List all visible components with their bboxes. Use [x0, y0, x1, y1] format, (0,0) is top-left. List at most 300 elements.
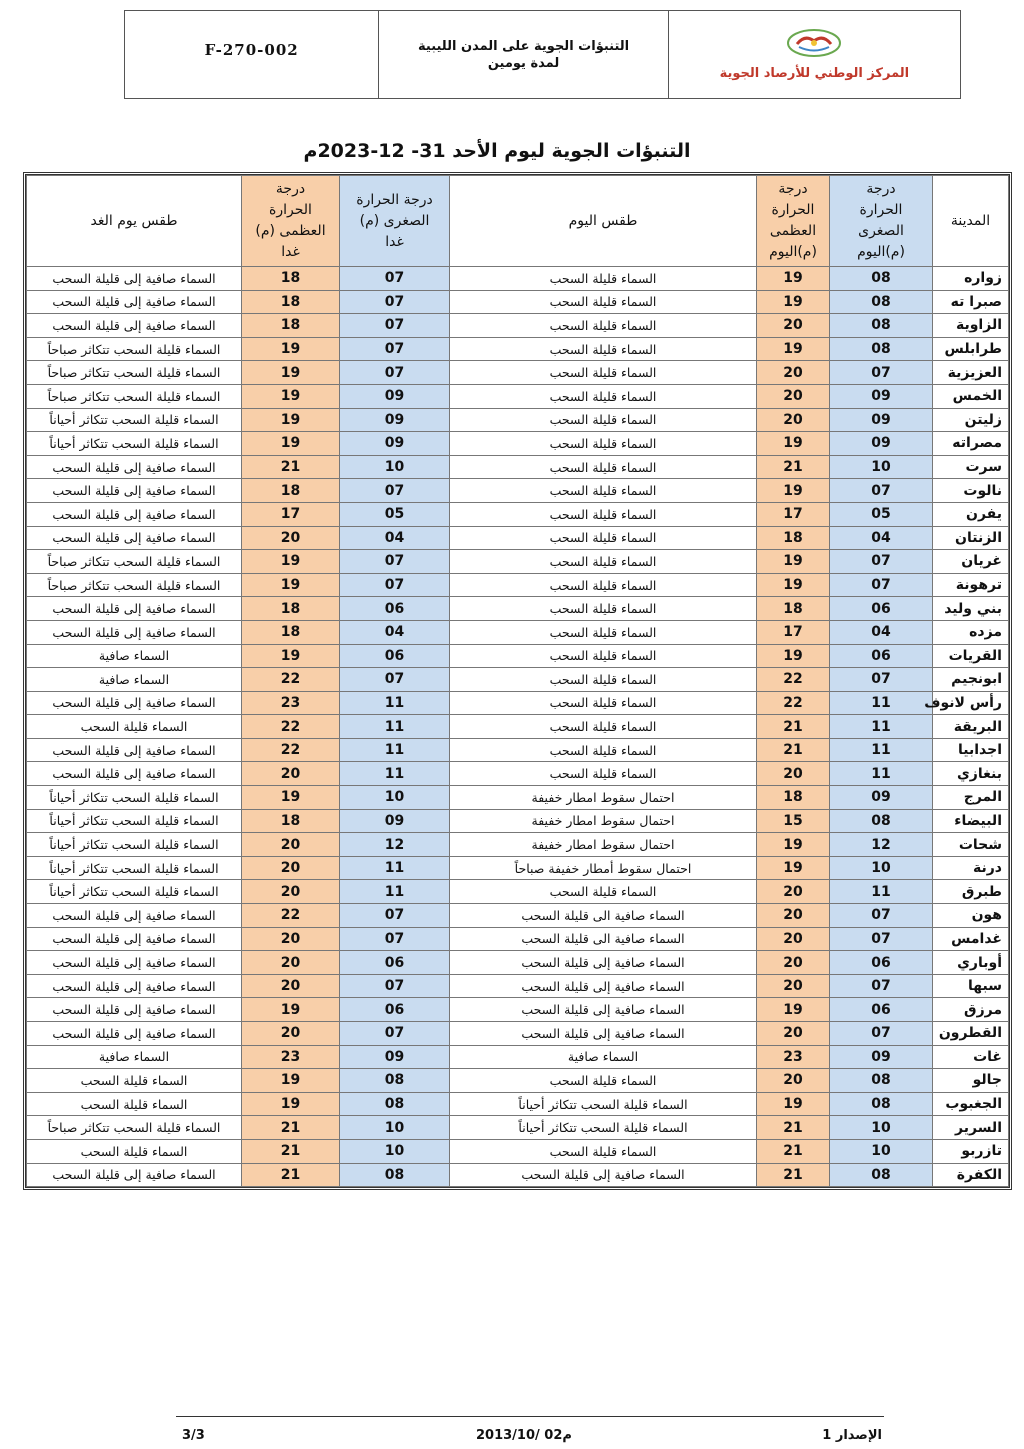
organization-block: [669, 11, 960, 98]
row-city: الجغبوب: [933, 1092, 1009, 1116]
table-row: [27, 951, 1009, 975]
row-weather-tomorrow: السماء قليلة السحب تتكاثر صباحاً: [27, 337, 242, 361]
page-number: 3/3: [182, 1428, 205, 1443]
row-weather-today: السماء قليلة السحب: [450, 337, 757, 361]
row-city: بني وليد: [933, 597, 1009, 621]
row-tmax-today: 22: [757, 668, 830, 692]
row-tmin-today: 04: [830, 620, 933, 644]
row-city: الزنتان: [933, 526, 1009, 550]
row-weather-tomorrow: السماء قليلة السحب تتكاثر أحياناً: [27, 786, 242, 810]
row-tmax-tomorrow: 22: [242, 904, 340, 928]
forecast-rows: [27, 267, 1009, 1187]
row-weather-today: السماء صافية الى قليلة السحب: [450, 927, 757, 951]
col-tmin-tomorrow-header: درجة الحرارة الصغرى (م) غدا: [340, 176, 450, 267]
row-tmax-today: 19: [757, 337, 830, 361]
row-weather-today: السماء صافية إلى قليلة السحب: [450, 998, 757, 1022]
row-tmin-tomorrow: 08: [340, 1163, 450, 1187]
row-weather-today: السماء قليلة السحب: [450, 573, 757, 597]
row-tmin-today: 08: [830, 290, 933, 314]
row-tmin-tomorrow: 11: [340, 856, 450, 880]
row-city: طبرق: [933, 880, 1009, 904]
row-tmax-tomorrow: 18: [242, 314, 340, 338]
table-row: [27, 384, 1009, 408]
row-tmax-today: 19: [757, 290, 830, 314]
row-tmax-today: 19: [757, 573, 830, 597]
row-tmin-today: 04: [830, 526, 933, 550]
row-tmax-today: 22: [757, 691, 830, 715]
row-tmax-tomorrow: 23: [242, 691, 340, 715]
row-tmin-today: 06: [830, 951, 933, 975]
row-weather-tomorrow: السماء صافية إلى قليلة السحب: [27, 620, 242, 644]
row-tmin-tomorrow: 11: [340, 715, 450, 739]
organization-name: المركز الوطني للأرصاد الجوية: [719, 66, 910, 81]
row-tmax-tomorrow: 19: [242, 337, 340, 361]
row-weather-tomorrow: السماء قليلة السحب تتكاثر صباحاً: [27, 550, 242, 574]
row-tmax-tomorrow: 19: [242, 1092, 340, 1116]
row-tmax-tomorrow: 19: [242, 786, 340, 810]
document-footer: [176, 1416, 884, 1447]
row-tmin-tomorrow: 07: [340, 267, 450, 291]
table-row: [27, 715, 1009, 739]
row-weather-tomorrow: السماء صافية إلى قليلة السحب: [27, 998, 242, 1022]
row-weather-today: السماء صافية إلى قليلة السحب: [450, 1163, 757, 1187]
row-city: السرير: [933, 1116, 1009, 1140]
table-row: [27, 1163, 1009, 1187]
row-tmin-tomorrow: 07: [340, 573, 450, 597]
row-city: البريقة: [933, 715, 1009, 739]
row-tmax-today: 17: [757, 502, 830, 526]
row-weather-today: السماء قليلة السحب: [450, 668, 757, 692]
row-tmin-today: 11: [830, 762, 933, 786]
row-weather-today: السماء قليلة السحب: [450, 432, 757, 456]
table-row: [27, 502, 1009, 526]
row-tmax-today: 21: [757, 455, 830, 479]
row-tmax-tomorrow: 20: [242, 880, 340, 904]
row-weather-today: السماء قليلة السحب: [450, 502, 757, 526]
row-tmax-today: 19: [757, 833, 830, 857]
row-tmin-today: 10: [830, 455, 933, 479]
row-weather-tomorrow: السماء صافية إلى قليلة السحب: [27, 927, 242, 951]
row-tmax-today: 20: [757, 314, 830, 338]
table-row: [27, 1022, 1009, 1046]
row-tmax-tomorrow: 23: [242, 1045, 340, 1069]
row-tmax-today: 20: [757, 880, 830, 904]
row-weather-tomorrow: السماء قليلة السحب: [27, 1069, 242, 1093]
row-tmax-today: 20: [757, 1069, 830, 1093]
row-weather-today: السماء قليلة السحب: [450, 715, 757, 739]
row-tmin-tomorrow: 09: [340, 1045, 450, 1069]
row-city: اجدابيا: [933, 738, 1009, 762]
row-tmax-tomorrow: 18: [242, 809, 340, 833]
row-tmin-tomorrow: 10: [340, 455, 450, 479]
row-tmax-tomorrow: 18: [242, 290, 340, 314]
row-tmax-tomorrow: 18: [242, 620, 340, 644]
row-city: مزده: [933, 620, 1009, 644]
row-tmin-today: 09: [830, 408, 933, 432]
row-city: القطرون: [933, 1022, 1009, 1046]
row-city: زواره: [933, 267, 1009, 291]
row-tmin-today: 09: [830, 432, 933, 456]
row-tmin-today: 11: [830, 880, 933, 904]
row-tmax-today: 20: [757, 408, 830, 432]
row-tmin-tomorrow: 05: [340, 502, 450, 526]
row-city: سبها: [933, 974, 1009, 998]
row-tmin-today: 07: [830, 668, 933, 692]
row-tmin-today: 07: [830, 361, 933, 385]
row-city: يفرن: [933, 502, 1009, 526]
table-row: [27, 1045, 1009, 1069]
row-tmin-tomorrow: 09: [340, 432, 450, 456]
row-weather-tomorrow: السماء صافية إلى قليلة السحب: [27, 1163, 242, 1187]
table-row: [27, 573, 1009, 597]
row-tmin-tomorrow: 12: [340, 833, 450, 857]
col-tmax-tomorrow-header: درجة الحرارة العظمى (م) غدا: [242, 176, 340, 267]
col-tmin-today-header: درجة الحرارة الصغرى (م)اليوم: [830, 176, 933, 267]
table-row: [27, 738, 1009, 762]
row-city: نالوت: [933, 479, 1009, 503]
row-tmin-today: 08: [830, 1163, 933, 1187]
meteorology-logo-icon: [785, 28, 843, 58]
row-city: الزاوية: [933, 314, 1009, 338]
row-tmax-today: 20: [757, 762, 830, 786]
row-city: درنة: [933, 856, 1009, 880]
row-tmin-today: 08: [830, 809, 933, 833]
row-tmin-today: 07: [830, 904, 933, 928]
row-tmin-tomorrow: 09: [340, 384, 450, 408]
row-weather-today: السماء قليلة السحب تتكاثر أحياناً: [450, 1116, 757, 1140]
page-title: التنبؤات الجوية ليوم الأحد 31- 12-2023م: [303, 140, 691, 162]
table-row: [27, 267, 1009, 291]
forecast-table-frame: [23, 172, 1012, 1190]
row-weather-today: السماء قليلة السحب: [450, 620, 757, 644]
row-weather-today: السماء صافية إلى قليلة السحب: [450, 974, 757, 998]
row-tmax-tomorrow: 19: [242, 384, 340, 408]
table-row: [27, 597, 1009, 621]
row-tmax-tomorrow: 22: [242, 668, 340, 692]
row-tmin-tomorrow: 11: [340, 738, 450, 762]
row-tmax-tomorrow: 19: [242, 550, 340, 574]
row-weather-tomorrow: السماء صافية إلى قليلة السحب: [27, 974, 242, 998]
row-tmax-tomorrow: 20: [242, 526, 340, 550]
forecast-table: [26, 175, 1009, 1187]
row-tmin-today: 08: [830, 267, 933, 291]
row-weather-today: السماء قليلة السحب: [450, 762, 757, 786]
row-tmax-tomorrow: 22: [242, 738, 340, 762]
row-city: صبرا ته: [933, 290, 1009, 314]
row-tmin-today: 09: [830, 786, 933, 810]
row-weather-today: السماء قليلة السحب: [450, 597, 757, 621]
table-row: [27, 526, 1009, 550]
row-weather-today: السماء قليلة السحب: [450, 408, 757, 432]
row-tmin-tomorrow: 04: [340, 526, 450, 550]
row-city: ابونجيم: [933, 668, 1009, 692]
row-city: طرابلس: [933, 337, 1009, 361]
document-header: [124, 10, 961, 99]
row-tmin-tomorrow: 07: [340, 290, 450, 314]
row-weather-today: احتمال سقوط امطار خفيفة: [450, 833, 757, 857]
col-city-header: المدينة: [933, 176, 1009, 267]
table-row: [27, 337, 1009, 361]
row-city: تازربو: [933, 1139, 1009, 1163]
row-tmin-today: 05: [830, 502, 933, 526]
row-tmax-today: 15: [757, 809, 830, 833]
row-tmax-today: 19: [757, 1092, 830, 1116]
row-tmax-today: 19: [757, 479, 830, 503]
row-weather-tomorrow: السماء صافية إلى قليلة السحب: [27, 904, 242, 928]
row-city: سرت: [933, 455, 1009, 479]
row-weather-today: السماء قليلة السحب: [450, 550, 757, 574]
table-row: [27, 927, 1009, 951]
table-row: [27, 361, 1009, 385]
row-weather-tomorrow: السماء صافية إلى قليلة السحب: [27, 290, 242, 314]
row-weather-today: السماء قليلة السحب: [450, 880, 757, 904]
row-weather-tomorrow: السماء صافية إلى قليلة السحب: [27, 267, 242, 291]
row-weather-tomorrow: السماء صافية إلى قليلة السحب: [27, 455, 242, 479]
row-city: بنغازي: [933, 762, 1009, 786]
row-weather-tomorrow: السماء صافية: [27, 668, 242, 692]
table-row: [27, 1069, 1009, 1093]
row-tmax-tomorrow: 17: [242, 502, 340, 526]
header-title: [379, 11, 668, 98]
table-row: [27, 904, 1009, 928]
row-tmin-today: 06: [830, 597, 933, 621]
row-tmin-tomorrow: 10: [340, 1116, 450, 1140]
row-city: ترهونة: [933, 573, 1009, 597]
row-tmax-tomorrow: 20: [242, 833, 340, 857]
table-header-row: [27, 176, 1009, 267]
table-row: [27, 856, 1009, 880]
row-weather-tomorrow: السماء قليلة السحب تتكاثر صباحاً: [27, 384, 242, 408]
table-row: [27, 809, 1009, 833]
row-tmin-today: 07: [830, 927, 933, 951]
row-tmax-today: 20: [757, 1022, 830, 1046]
row-tmax-today: 19: [757, 644, 830, 668]
row-tmax-today: 19: [757, 267, 830, 291]
row-weather-today: السماء قليلة السحب: [450, 314, 757, 338]
row-tmax-today: 21: [757, 715, 830, 739]
row-weather-tomorrow: السماء قليلة السحب تتكاثر أحياناً: [27, 432, 242, 456]
row-city: غات: [933, 1045, 1009, 1069]
header-title-line1: التنبؤات الجوية على المدن الليبية: [418, 38, 630, 54]
row-tmax-tomorrow: 19: [242, 408, 340, 432]
row-tmax-today: 17: [757, 620, 830, 644]
row-tmin-today: 07: [830, 573, 933, 597]
row-weather-tomorrow: السماء صافية إلى قليلة السحب: [27, 479, 242, 503]
table-row: [27, 786, 1009, 810]
row-weather-today: احتمال سقوط امطار خفيفة: [450, 786, 757, 810]
row-tmin-today: 07: [830, 479, 933, 503]
row-tmin-tomorrow: 09: [340, 809, 450, 833]
row-tmax-tomorrow: 19: [242, 998, 340, 1022]
table-row: [27, 691, 1009, 715]
row-weather-today: السماء صافية إلى قليلة السحب: [450, 951, 757, 975]
row-tmin-today: 10: [830, 856, 933, 880]
row-weather-tomorrow: السماء صافية إلى قليلة السحب: [27, 597, 242, 621]
table-row: [27, 620, 1009, 644]
table-row: [27, 762, 1009, 786]
row-tmax-today: 20: [757, 904, 830, 928]
table-row: [27, 432, 1009, 456]
row-tmin-today: 09: [830, 1045, 933, 1069]
row-weather-today: السماء صافية إلى قليلة السحب: [450, 1022, 757, 1046]
row-tmax-tomorrow: 20: [242, 856, 340, 880]
row-weather-tomorrow: السماء صافية إلى قليلة السحب: [27, 738, 242, 762]
row-tmax-tomorrow: 19: [242, 432, 340, 456]
row-weather-today: السماء قليلة السحب: [450, 384, 757, 408]
row-tmin-tomorrow: 07: [340, 337, 450, 361]
row-city: الكفرة: [933, 1163, 1009, 1187]
row-tmin-today: 08: [830, 337, 933, 361]
row-city: مصراته: [933, 432, 1009, 456]
row-tmin-today: 10: [830, 1116, 933, 1140]
row-tmin-tomorrow: 07: [340, 361, 450, 385]
table-row: [27, 998, 1009, 1022]
row-weather-today: السماء قليلة السحب: [450, 526, 757, 550]
row-city: رأس لانوف: [933, 691, 1009, 715]
row-tmin-today: 11: [830, 715, 933, 739]
row-tmax-tomorrow: 21: [242, 1139, 340, 1163]
row-city: البيضاء: [933, 809, 1009, 833]
row-weather-tomorrow: السماء قليلة السحب تتكاثر صباحاً: [27, 573, 242, 597]
row-tmin-today: 11: [830, 691, 933, 715]
row-tmin-tomorrow: 06: [340, 644, 450, 668]
row-tmin-tomorrow: 10: [340, 786, 450, 810]
row-weather-today: احتمال سقوط امطار خفيفة: [450, 809, 757, 833]
row-tmax-tomorrow: 20: [242, 974, 340, 998]
table-row: [27, 408, 1009, 432]
row-tmin-tomorrow: 07: [340, 927, 450, 951]
row-weather-tomorrow: السماء قليلة السحب: [27, 715, 242, 739]
row-tmax-tomorrow: 21: [242, 1163, 340, 1187]
row-tmax-tomorrow: 18: [242, 597, 340, 621]
row-weather-today: السماء قليلة السحب: [450, 267, 757, 291]
row-tmin-tomorrow: 07: [340, 1022, 450, 1046]
row-tmax-today: 19: [757, 856, 830, 880]
row-tmin-tomorrow: 11: [340, 880, 450, 904]
row-tmax-today: 21: [757, 1163, 830, 1187]
row-tmin-tomorrow: 07: [340, 550, 450, 574]
row-weather-tomorrow: السماء صافية: [27, 644, 242, 668]
row-tmax-today: 23: [757, 1045, 830, 1069]
row-weather-today: السماء قليلة السحب: [450, 361, 757, 385]
row-weather-today: السماء قليلة السحب: [450, 644, 757, 668]
row-city: المرج: [933, 786, 1009, 810]
table-row: [27, 1139, 1009, 1163]
row-tmin-tomorrow: 07: [340, 904, 450, 928]
row-tmax-today: 18: [757, 597, 830, 621]
row-tmin-tomorrow: 08: [340, 1092, 450, 1116]
row-weather-tomorrow: السماء قليلة السحب تتكاثر أحياناً: [27, 880, 242, 904]
table-row: [27, 668, 1009, 692]
table-row: [27, 314, 1009, 338]
row-weather-tomorrow: السماء صافية إلى قليلة السحب: [27, 526, 242, 550]
row-tmax-tomorrow: 19: [242, 644, 340, 668]
row-city: غريان: [933, 550, 1009, 574]
row-weather-today: السماء صافية: [450, 1045, 757, 1069]
row-weather-tomorrow: السماء صافية إلى قليلة السحب: [27, 502, 242, 526]
row-weather-today: السماء قليلة السحب: [450, 1139, 757, 1163]
row-tmin-tomorrow: 07: [340, 974, 450, 998]
row-tmax-tomorrow: 20: [242, 1022, 340, 1046]
row-tmax-today: 20: [757, 974, 830, 998]
row-tmin-today: 08: [830, 1092, 933, 1116]
row-tmin-today: 12: [830, 833, 933, 857]
table-row: [27, 1092, 1009, 1116]
row-weather-tomorrow: السماء قليلة السحب تتكاثر أحياناً: [27, 833, 242, 857]
row-tmax-tomorrow: 19: [242, 1069, 340, 1093]
col-weather-tomorrow-header: طقس يوم الغد: [27, 176, 242, 267]
row-tmin-tomorrow: 11: [340, 691, 450, 715]
row-tmin-tomorrow: 08: [340, 1069, 450, 1093]
row-weather-tomorrow: السماء قليلة السحب تتكاثر أحياناً: [27, 408, 242, 432]
row-weather-tomorrow: السماء صافية: [27, 1045, 242, 1069]
row-tmin-tomorrow: 06: [340, 597, 450, 621]
row-city: جالو: [933, 1069, 1009, 1093]
row-tmax-tomorrow: 18: [242, 267, 340, 291]
col-tmax-today-header: درجة الحرارة العظمى (م)اليوم: [757, 176, 830, 267]
row-tmax-today: 18: [757, 786, 830, 810]
row-tmin-today: 07: [830, 974, 933, 998]
row-tmin-tomorrow: 04: [340, 620, 450, 644]
row-tmax-today: 20: [757, 384, 830, 408]
row-tmax-tomorrow: 21: [242, 1116, 340, 1140]
row-city: الخمس: [933, 384, 1009, 408]
row-tmin-today: 11: [830, 738, 933, 762]
row-tmax-tomorrow: 20: [242, 927, 340, 951]
row-tmin-today: 07: [830, 1022, 933, 1046]
row-weather-today: السماء قليلة السحب: [450, 691, 757, 715]
row-tmax-today: 20: [757, 927, 830, 951]
row-weather-tomorrow: السماء صافية إلى قليلة السحب: [27, 691, 242, 715]
table-row: [27, 974, 1009, 998]
row-tmax-tomorrow: 19: [242, 361, 340, 385]
row-tmax-today: 21: [757, 738, 830, 762]
row-tmin-today: 10: [830, 1139, 933, 1163]
header-title-line2: لمدة يومين: [487, 55, 560, 71]
table-row: [27, 550, 1009, 574]
row-tmax-tomorrow: 20: [242, 951, 340, 975]
row-city: أوباري: [933, 951, 1009, 975]
col-weather-today-header: طقس اليوم: [450, 176, 757, 267]
row-tmax-today: 19: [757, 432, 830, 456]
row-weather-tomorrow: السماء قليلة السحب: [27, 1139, 242, 1163]
row-weather-tomorrow: السماء قليلة السحب تتكاثر صباحاً: [27, 1116, 242, 1140]
row-weather-today: السماء قليلة السحب تتكاثر أحياناً: [450, 1092, 757, 1116]
version-label: الإصدار 1: [822, 1428, 882, 1443]
row-tmax-tomorrow: 18: [242, 479, 340, 503]
row-tmin-today: 08: [830, 314, 933, 338]
row-weather-today: السماء قليلة السحب: [450, 738, 757, 762]
row-weather-today: احتمال سقوط أمطار خفيفة صباحاً: [450, 856, 757, 880]
row-tmin-tomorrow: 11: [340, 762, 450, 786]
row-weather-tomorrow: السماء قليلة السحب تتكاثر أحياناً: [27, 856, 242, 880]
row-tmax-tomorrow: 21: [242, 455, 340, 479]
row-weather-tomorrow: السماء قليلة السحب تتكاثر أحياناً: [27, 809, 242, 833]
row-tmax-tomorrow: 20: [242, 762, 340, 786]
row-tmax-tomorrow: 19: [242, 573, 340, 597]
row-tmin-tomorrow: 10: [340, 1139, 450, 1163]
row-tmax-today: 20: [757, 951, 830, 975]
row-weather-tomorrow: السماء صافية إلى قليلة السحب: [27, 762, 242, 786]
row-tmin-today: 08: [830, 1069, 933, 1093]
table-row: [27, 833, 1009, 857]
row-city: هون: [933, 904, 1009, 928]
table-row: [27, 479, 1009, 503]
row-weather-today: السماء قليلة السحب: [450, 455, 757, 479]
row-city: زليتن: [933, 408, 1009, 432]
row-tmax-today: 21: [757, 1139, 830, 1163]
row-tmax-today: 19: [757, 550, 830, 574]
